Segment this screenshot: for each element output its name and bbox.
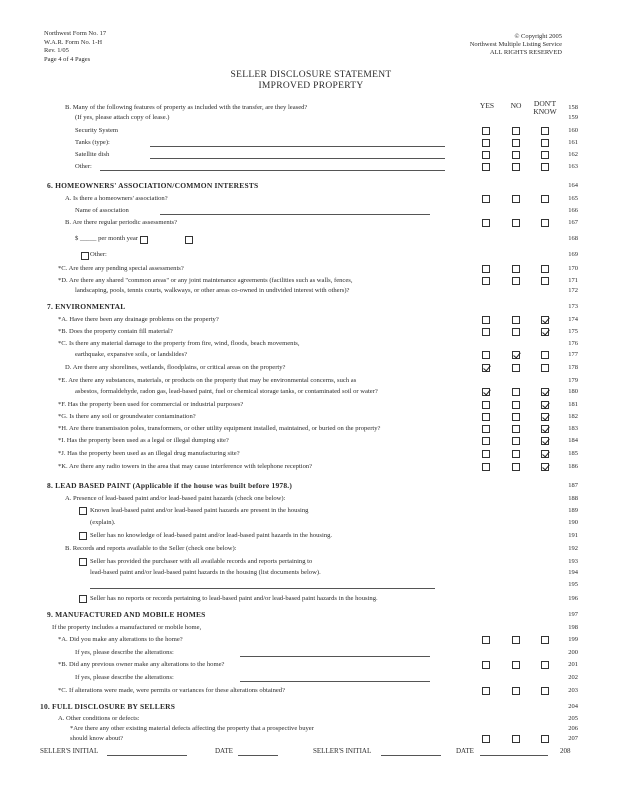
no-checkbox[interactable]: [512, 328, 520, 336]
no-checkbox[interactable]: [512, 127, 520, 135]
question-row: [0, 580, 622, 590]
form-info: [44, 30, 106, 64]
no-checkbox[interactable]: [512, 163, 520, 171]
question-text: *A. Have there been any drainage problems on the property?: [58, 316, 219, 323]
line-number: 192: [568, 545, 578, 552]
no-checkbox[interactable]: [512, 413, 520, 421]
yes-checkbox[interactable]: [482, 139, 490, 147]
yes-checkbox[interactable]: [482, 316, 490, 324]
line-number: 184: [568, 437, 578, 444]
no-checkbox[interactable]: [512, 139, 520, 147]
question-row: [0, 206, 622, 216]
line-number: 197: [568, 611, 578, 618]
no-checkbox[interactable]: [512, 265, 520, 273]
line-number: 160: [568, 127, 578, 134]
question-row: [0, 264, 622, 274]
dont-know-line: KNOW: [533, 107, 557, 116]
line-number: 201: [568, 661, 578, 668]
column-header-no: NO: [510, 101, 522, 110]
form-line: W.A.R. Form No. 1-H: [44, 38, 103, 46]
dont-know-checkbox[interactable]: [541, 437, 549, 445]
question-row: [0, 327, 622, 337]
question-row: [0, 714, 622, 724]
line-number: 173: [568, 303, 578, 310]
no-checkbox[interactable]: [512, 351, 520, 359]
dont-know-checkbox[interactable]: [541, 364, 549, 372]
fill-in-line[interactable]: [240, 673, 430, 682]
line-number: 163: [568, 163, 578, 170]
option-checkbox[interactable]: [79, 558, 87, 566]
dont-know-checkbox[interactable]: [541, 413, 549, 421]
question-row: [0, 531, 622, 541]
title-line: IMPROVED PROPERTY: [258, 81, 364, 91]
dont-know-checkbox[interactable]: [541, 687, 549, 695]
question-text: *G. Is there any soil or groundwater contamination?: [58, 413, 196, 420]
yes-checkbox[interactable]: [482, 450, 490, 458]
question-row: [0, 673, 622, 683]
no-checkbox[interactable]: [512, 277, 520, 285]
question-row: [0, 138, 622, 148]
no-checkbox[interactable]: [512, 195, 520, 203]
yes-checkbox[interactable]: [482, 151, 490, 159]
dont-know-line: DON'T: [533, 99, 557, 108]
question-text: lead-based paint and/or lead-based paint hazards in the housing (list documents below).: [90, 569, 321, 576]
question-text: *B. Did any previous owner make any alterations to the home?: [58, 661, 225, 668]
dont-know-checkbox[interactable]: [541, 265, 549, 273]
question-text: Satellite dish: [75, 151, 110, 158]
option-checkbox[interactable]: [79, 507, 87, 515]
no-checkbox[interactable]: [512, 735, 520, 743]
line-number: 186: [568, 463, 578, 470]
line-number: 191: [568, 532, 578, 539]
dont-know-checkbox[interactable]: [541, 219, 549, 227]
question-text: $ _____ per month year: [75, 235, 138, 242]
form-line: Page 4 of 4 Pages: [44, 55, 91, 63]
dont-know-checkbox[interactable]: [541, 450, 549, 458]
line-number: 193: [568, 558, 578, 565]
line-number: 206: [568, 725, 578, 732]
question-row: [0, 276, 622, 286]
line-number: 175: [568, 328, 578, 335]
question-text: asbestos, formaldehyde, radon gas, lead-based paint, fuel or chemical storage tanks, or contaminated soil or water?: [75, 388, 378, 395]
fill-in-line[interactable]: [90, 580, 435, 589]
line-number: 202: [568, 674, 578, 681]
question-text: If yes, please describe the alterations:: [75, 674, 174, 681]
question-row: [0, 557, 622, 567]
question-row: [0, 734, 622, 744]
dont-know-checkbox[interactable]: [541, 463, 549, 471]
line-number: 200: [568, 649, 578, 656]
option-checkbox[interactable]: [79, 595, 87, 603]
question-row: [0, 218, 622, 228]
no-checkbox[interactable]: [512, 661, 520, 669]
section-heading: 7. ENVIRONMENTAL: [47, 302, 126, 311]
line-number: 180: [568, 388, 578, 395]
question-row: [0, 286, 622, 296]
question-row: [0, 686, 622, 696]
question-row: [0, 506, 622, 516]
section-heading-row: [0, 481, 622, 491]
question-text: If yes, please describe the alterations:: [75, 649, 174, 656]
question-text: Seller has no reports or records pertaining to lead-based paint and/or lead-based paint hazards in the housing.: [90, 595, 378, 602]
question-text: Other:: [90, 251, 107, 258]
question-text: landscaping, pools, tennis courts, walkways, or other areas co-owned in undivided interest with others)?: [75, 287, 350, 294]
dont-know-checkbox[interactable]: [541, 316, 549, 324]
line-number: 199: [568, 636, 578, 643]
no-checkbox[interactable]: [512, 219, 520, 227]
line-number: 166: [568, 207, 578, 214]
dont-know-checkbox[interactable]: [541, 425, 549, 433]
option-checkbox[interactable]: [140, 236, 148, 244]
line-number: 187: [568, 482, 578, 489]
question-row: [0, 623, 622, 633]
question-row: [0, 400, 622, 410]
yes-checkbox[interactable]: [482, 661, 490, 669]
no-checkbox[interactable]: [512, 388, 520, 396]
yes-checkbox[interactable]: [482, 735, 490, 743]
yes-checkbox[interactable]: [482, 687, 490, 695]
question-text: *C. Are there any pending special assessments?: [58, 265, 184, 272]
column-header-yes: YES: [479, 101, 495, 110]
dont-know-checkbox[interactable]: [541, 139, 549, 147]
initial-line[interactable]: [107, 747, 187, 756]
line-number: 159: [568, 114, 578, 121]
line-number: 170: [568, 265, 578, 272]
date-line-2[interactable]: [480, 747, 548, 756]
line-number: 181: [568, 401, 578, 408]
section-heading-row: [0, 610, 622, 620]
line-number: 185: [568, 450, 578, 457]
section-heading-row: [0, 181, 622, 191]
dont-know-checkbox[interactable]: [541, 661, 549, 669]
line-number: 158: [568, 104, 578, 111]
question-row: [0, 162, 622, 172]
line-number: 177: [568, 351, 578, 358]
initial-line-2[interactable]: [381, 747, 441, 756]
copyright-line: © Copyright 2005: [514, 33, 562, 40]
question-row: [0, 113, 622, 123]
line-number: 168: [568, 235, 578, 242]
date-label: DATE: [215, 747, 233, 755]
yes-checkbox[interactable]: [482, 463, 490, 471]
seller-initial-label-2: SELLER'S INITIAL: [313, 747, 372, 755]
question-text: earthquake, expansive soils, or landslides?: [75, 351, 188, 358]
question-text: Tanks (type):: [75, 139, 110, 146]
yes-checkbox[interactable]: [482, 388, 490, 396]
question-row: [0, 315, 622, 325]
question-text: (explain).: [90, 519, 116, 526]
question-row: [0, 250, 622, 260]
yes-checkbox[interactable]: [482, 636, 490, 644]
yes-checkbox[interactable]: [482, 425, 490, 433]
question-text: *C. Is there any material damage to the property from fire, wind, floods, beach movements,: [58, 340, 300, 347]
question-row: [0, 412, 622, 422]
line-number: 167: [568, 219, 578, 226]
fill-in-line[interactable]: [160, 206, 430, 215]
line-number: 164: [568, 182, 578, 189]
yes-checkbox[interactable]: [482, 364, 490, 372]
option-checkbox[interactable]: [81, 252, 89, 260]
yes-checkbox[interactable]: [482, 265, 490, 273]
yes-checkbox[interactable]: [482, 219, 490, 227]
question-row: [0, 518, 622, 528]
question-row: [0, 449, 622, 459]
fill-in-line[interactable]: [100, 162, 445, 171]
line-number: 188: [568, 495, 578, 502]
no-checkbox[interactable]: [512, 425, 520, 433]
question-text: *F. Has the property been used for commercial or industrial purposes?: [58, 401, 244, 408]
question-text: should know about?: [70, 735, 124, 742]
fill-in-line[interactable]: [150, 150, 445, 159]
line-number: 174: [568, 316, 578, 323]
copyright-line: ALL RIGHTS RESERVED: [489, 49, 562, 56]
question-row: [0, 234, 622, 244]
line-number: 189: [568, 507, 578, 514]
date-label-2: DATE: [456, 747, 474, 755]
line-number: 176: [568, 340, 578, 347]
question-text: B. Many of the following features of property as included with the transfer, are they leased?: [65, 104, 308, 111]
option-checkbox[interactable]: [185, 236, 193, 244]
question-row: [0, 494, 622, 504]
form-line: Northwest Form No. 17: [44, 30, 107, 37]
question-text: D. Are there any shorelines, wetlands, floodplains, or critical areas on the property?: [65, 364, 286, 371]
option-checkbox[interactable]: [79, 532, 87, 540]
yes-checkbox[interactable]: [482, 195, 490, 203]
line-number: 183: [568, 425, 578, 432]
question-text: *H. Are there transmission poles, transformers, or other utility equipment installed, maintained, or buried on the property?: [58, 425, 381, 432]
no-checkbox[interactable]: [512, 463, 520, 471]
dont-know-checkbox[interactable]: [541, 401, 549, 409]
yes-checkbox[interactable]: [482, 328, 490, 336]
dont-know-checkbox[interactable]: [541, 163, 549, 171]
line-number: 205: [568, 715, 578, 722]
question-row: [0, 594, 622, 604]
question-text: *J. Has the property been used as an illegal drug manufacturing site?: [58, 450, 240, 457]
line-number: 207: [568, 735, 578, 742]
question-text: Security System: [75, 127, 119, 134]
question-row: [0, 376, 622, 386]
dont-know-checkbox[interactable]: [541, 277, 549, 285]
question-text: *E. Are there any substances, materials, or products on the property that may be environmental concerns, such as: [58, 377, 357, 384]
dont-know-checkbox[interactable]: [541, 195, 549, 203]
line-number: 198: [568, 624, 578, 631]
no-checkbox[interactable]: [512, 364, 520, 372]
question-row: [0, 150, 622, 160]
date-line[interactable]: [238, 747, 278, 756]
question-text: *B. Does the property contain fill material?: [58, 328, 173, 335]
question-text: A. Is there a homeowners' association?: [65, 195, 168, 202]
no-checkbox[interactable]: [512, 636, 520, 644]
no-checkbox[interactable]: [512, 401, 520, 409]
section-heading-row: [0, 702, 622, 712]
yes-checkbox[interactable]: [482, 351, 490, 359]
no-checkbox[interactable]: [512, 450, 520, 458]
form-line: Rev. 1/05: [44, 47, 69, 54]
section-heading: 9. MANUFACTURED AND MOBILE HOMES: [47, 610, 206, 619]
question-text: Seller has provided the purchaser with all available records and reports pertaining to: [90, 558, 313, 565]
no-checkbox[interactable]: [512, 151, 520, 159]
question-text: A. Presence of lead-based paint and/or lead-based paint hazards (check one below):: [65, 495, 286, 502]
question-row: [0, 436, 622, 446]
line-number: 208: [560, 747, 571, 755]
line-number: 190: [568, 519, 578, 526]
line-number: 165: [568, 195, 578, 202]
question-row: [0, 363, 622, 373]
yes-checkbox[interactable]: [482, 437, 490, 445]
question-text: B. Records and reports available to the Seller (check one below):: [65, 545, 237, 552]
line-number: 179: [568, 377, 578, 384]
line-number: 196: [568, 595, 578, 602]
fill-in-line[interactable]: [150, 138, 445, 147]
no-checkbox[interactable]: [512, 316, 520, 324]
line-number: 194: [568, 569, 578, 576]
section-heading-row: [0, 302, 622, 312]
question-row: [0, 350, 622, 360]
yes-checkbox[interactable]: [482, 163, 490, 171]
line-number: 169: [568, 251, 578, 258]
question-row: [0, 635, 622, 645]
yes-checkbox[interactable]: [482, 127, 490, 135]
question-text: Other:: [75, 163, 92, 170]
question-text: *A. Did you make any alterations to the home?: [58, 636, 183, 643]
line-number: 161: [568, 139, 578, 146]
no-checkbox[interactable]: [512, 687, 520, 695]
line-number: 182: [568, 413, 578, 420]
question-row: [0, 724, 622, 734]
line-number: 172: [568, 287, 578, 294]
question-row: [0, 103, 622, 113]
fill-in-line[interactable]: [240, 648, 430, 657]
question-text: *C. If alterations were made, were permits or variances for these alterations obtained?: [58, 687, 286, 694]
section-heading: 8. LEAD BASED PAINT (Applicable if the house was built before 1978.): [47, 481, 293, 490]
document-title: [0, 70, 622, 92]
line-number: 204: [568, 703, 578, 710]
section-heading: 6. HOMEOWNERS' ASSOCIATION/COMMON INTERESTS: [47, 181, 259, 190]
dont-know-checkbox[interactable]: [541, 735, 549, 743]
question-text: Known lead-based paint and/or lead-based paint hazards are present in the housing: [90, 507, 309, 514]
yes-checkbox[interactable]: [482, 413, 490, 421]
question-text: *Are there any other existing material defects affecting the property that a prospective buyer: [70, 725, 314, 732]
question-text: If the property includes a manufactured or mobile home,: [52, 624, 202, 631]
copyright-line: Northwest Multiple Listing Service: [469, 41, 562, 48]
question-row: [0, 462, 622, 472]
line-number: 203: [568, 687, 578, 694]
line-number: 171: [568, 277, 578, 284]
question-text: Name of association: [75, 207, 129, 214]
dont-know-checkbox[interactable]: [541, 151, 549, 159]
copyright-info: [452, 33, 562, 57]
seller-initial-label: SELLER'S INITIAL: [40, 747, 99, 755]
section-heading: 10. FULL DISCLOSURE BY SELLERS: [40, 702, 176, 711]
question-text: *I. Has the property been used as a legal or illegal dumping site?: [58, 437, 229, 444]
dont-know-checkbox[interactable]: [541, 328, 549, 336]
question-text: Seller has no knowledge of lead-based paint and/or lead-based paint hazards in the housing.: [90, 532, 333, 539]
question-row: [0, 424, 622, 434]
yes-checkbox[interactable]: [482, 401, 490, 409]
question-text: B. Are there regular periodic assessments?: [65, 219, 178, 226]
question-row: [0, 660, 622, 670]
question-row: [0, 339, 622, 349]
line-number: 195: [568, 581, 578, 588]
yes-checkbox[interactable]: [482, 277, 490, 285]
question-row: [0, 126, 622, 136]
question-text: *K. Are there any radio towers in the area that may cause interference with telephone reception?: [58, 463, 313, 470]
title-line: SELLER DISCLOSURE STATEMENT: [230, 70, 392, 80]
dont-know-checkbox[interactable]: [541, 127, 549, 135]
question-row: [0, 387, 622, 397]
question-row: [0, 194, 622, 204]
question-row: [0, 648, 622, 658]
line-number: 178: [568, 364, 578, 371]
question-text: A. Other conditions or defects:: [58, 715, 140, 722]
no-checkbox[interactable]: [512, 437, 520, 445]
question-text: (If yes, please attach copy of lease.): [75, 114, 170, 121]
dont-know-checkbox[interactable]: [541, 636, 549, 644]
dont-know-checkbox[interactable]: [541, 388, 549, 396]
question-text: *D. Are there any shared "common areas" or any joint maintenance agreements (facilities such as walls, fences,: [58, 277, 353, 284]
question-row: [0, 544, 622, 554]
dont-know-checkbox[interactable]: [541, 351, 549, 359]
line-number: 162: [568, 151, 578, 158]
question-row: [0, 568, 622, 578]
